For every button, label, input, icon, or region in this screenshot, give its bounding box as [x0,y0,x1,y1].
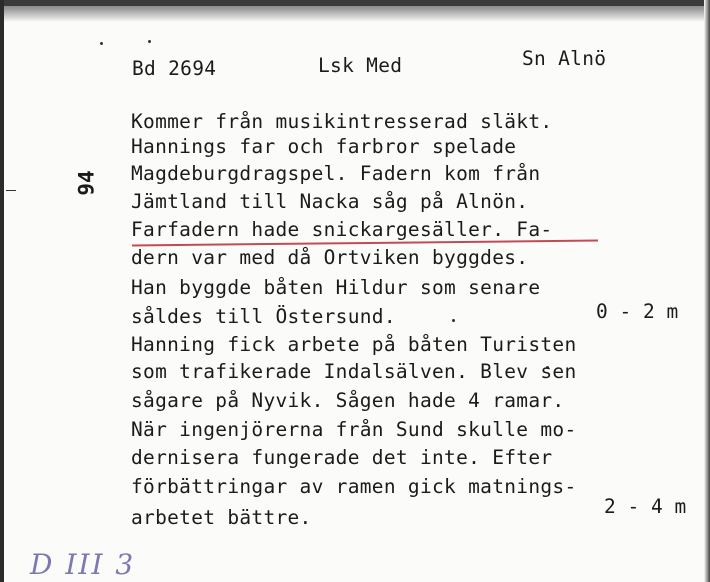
speck [100,42,103,45]
text-line: När ingenjörerna från Sund skulle mo- [131,418,577,441]
text-line: Han byggde båten Hildur som senare [131,276,541,299]
text-line: sågare på Nyvik. Sågen hade 4 ramar. [131,389,565,412]
margin-number: 94 [74,170,99,196]
record-category: Lsk Med [318,54,403,77]
text-line: Hanning fick arbete på båten Turisten [131,333,577,356]
text-line: Farfadern hade snickargesäller. Fa- [131,218,553,241]
handwritten-mark: D III 3 [30,548,136,581]
record-code: Bd 2694 [132,57,217,80]
text-line: förbättringar av ramen gick matnings- [131,475,577,498]
speck [452,319,455,322]
card-right-edge [704,0,710,582]
text-line: arbetet bättre. [131,506,312,529]
time-range-2: 2 - 4 m [604,495,687,518]
text-line: Jämtland till Nacka såg på Alnön. [131,190,529,213]
text-line: såldes till Östersund. [131,305,396,328]
text-line: dernisera fungerade det inte. Efter [131,446,553,469]
text-line: Hannings far och farbror spelade [131,135,517,158]
time-range-1: 0 - 2 m [596,300,679,323]
text-line: Kommer från musikintresserad släkt. [131,110,553,133]
text-line: dern var med då Ortviken byggdes. [131,246,529,269]
margin-tick [6,190,16,191]
text-line: som trafikerade Indalsälven. Blev sen [131,360,577,383]
speck [148,40,151,43]
record-place: Sn Alnö [522,47,607,70]
card-top-shadow [0,0,710,6]
card-left-edge [0,0,4,582]
text-line: Magdeburgdragspel. Fadern kom från [131,162,541,185]
